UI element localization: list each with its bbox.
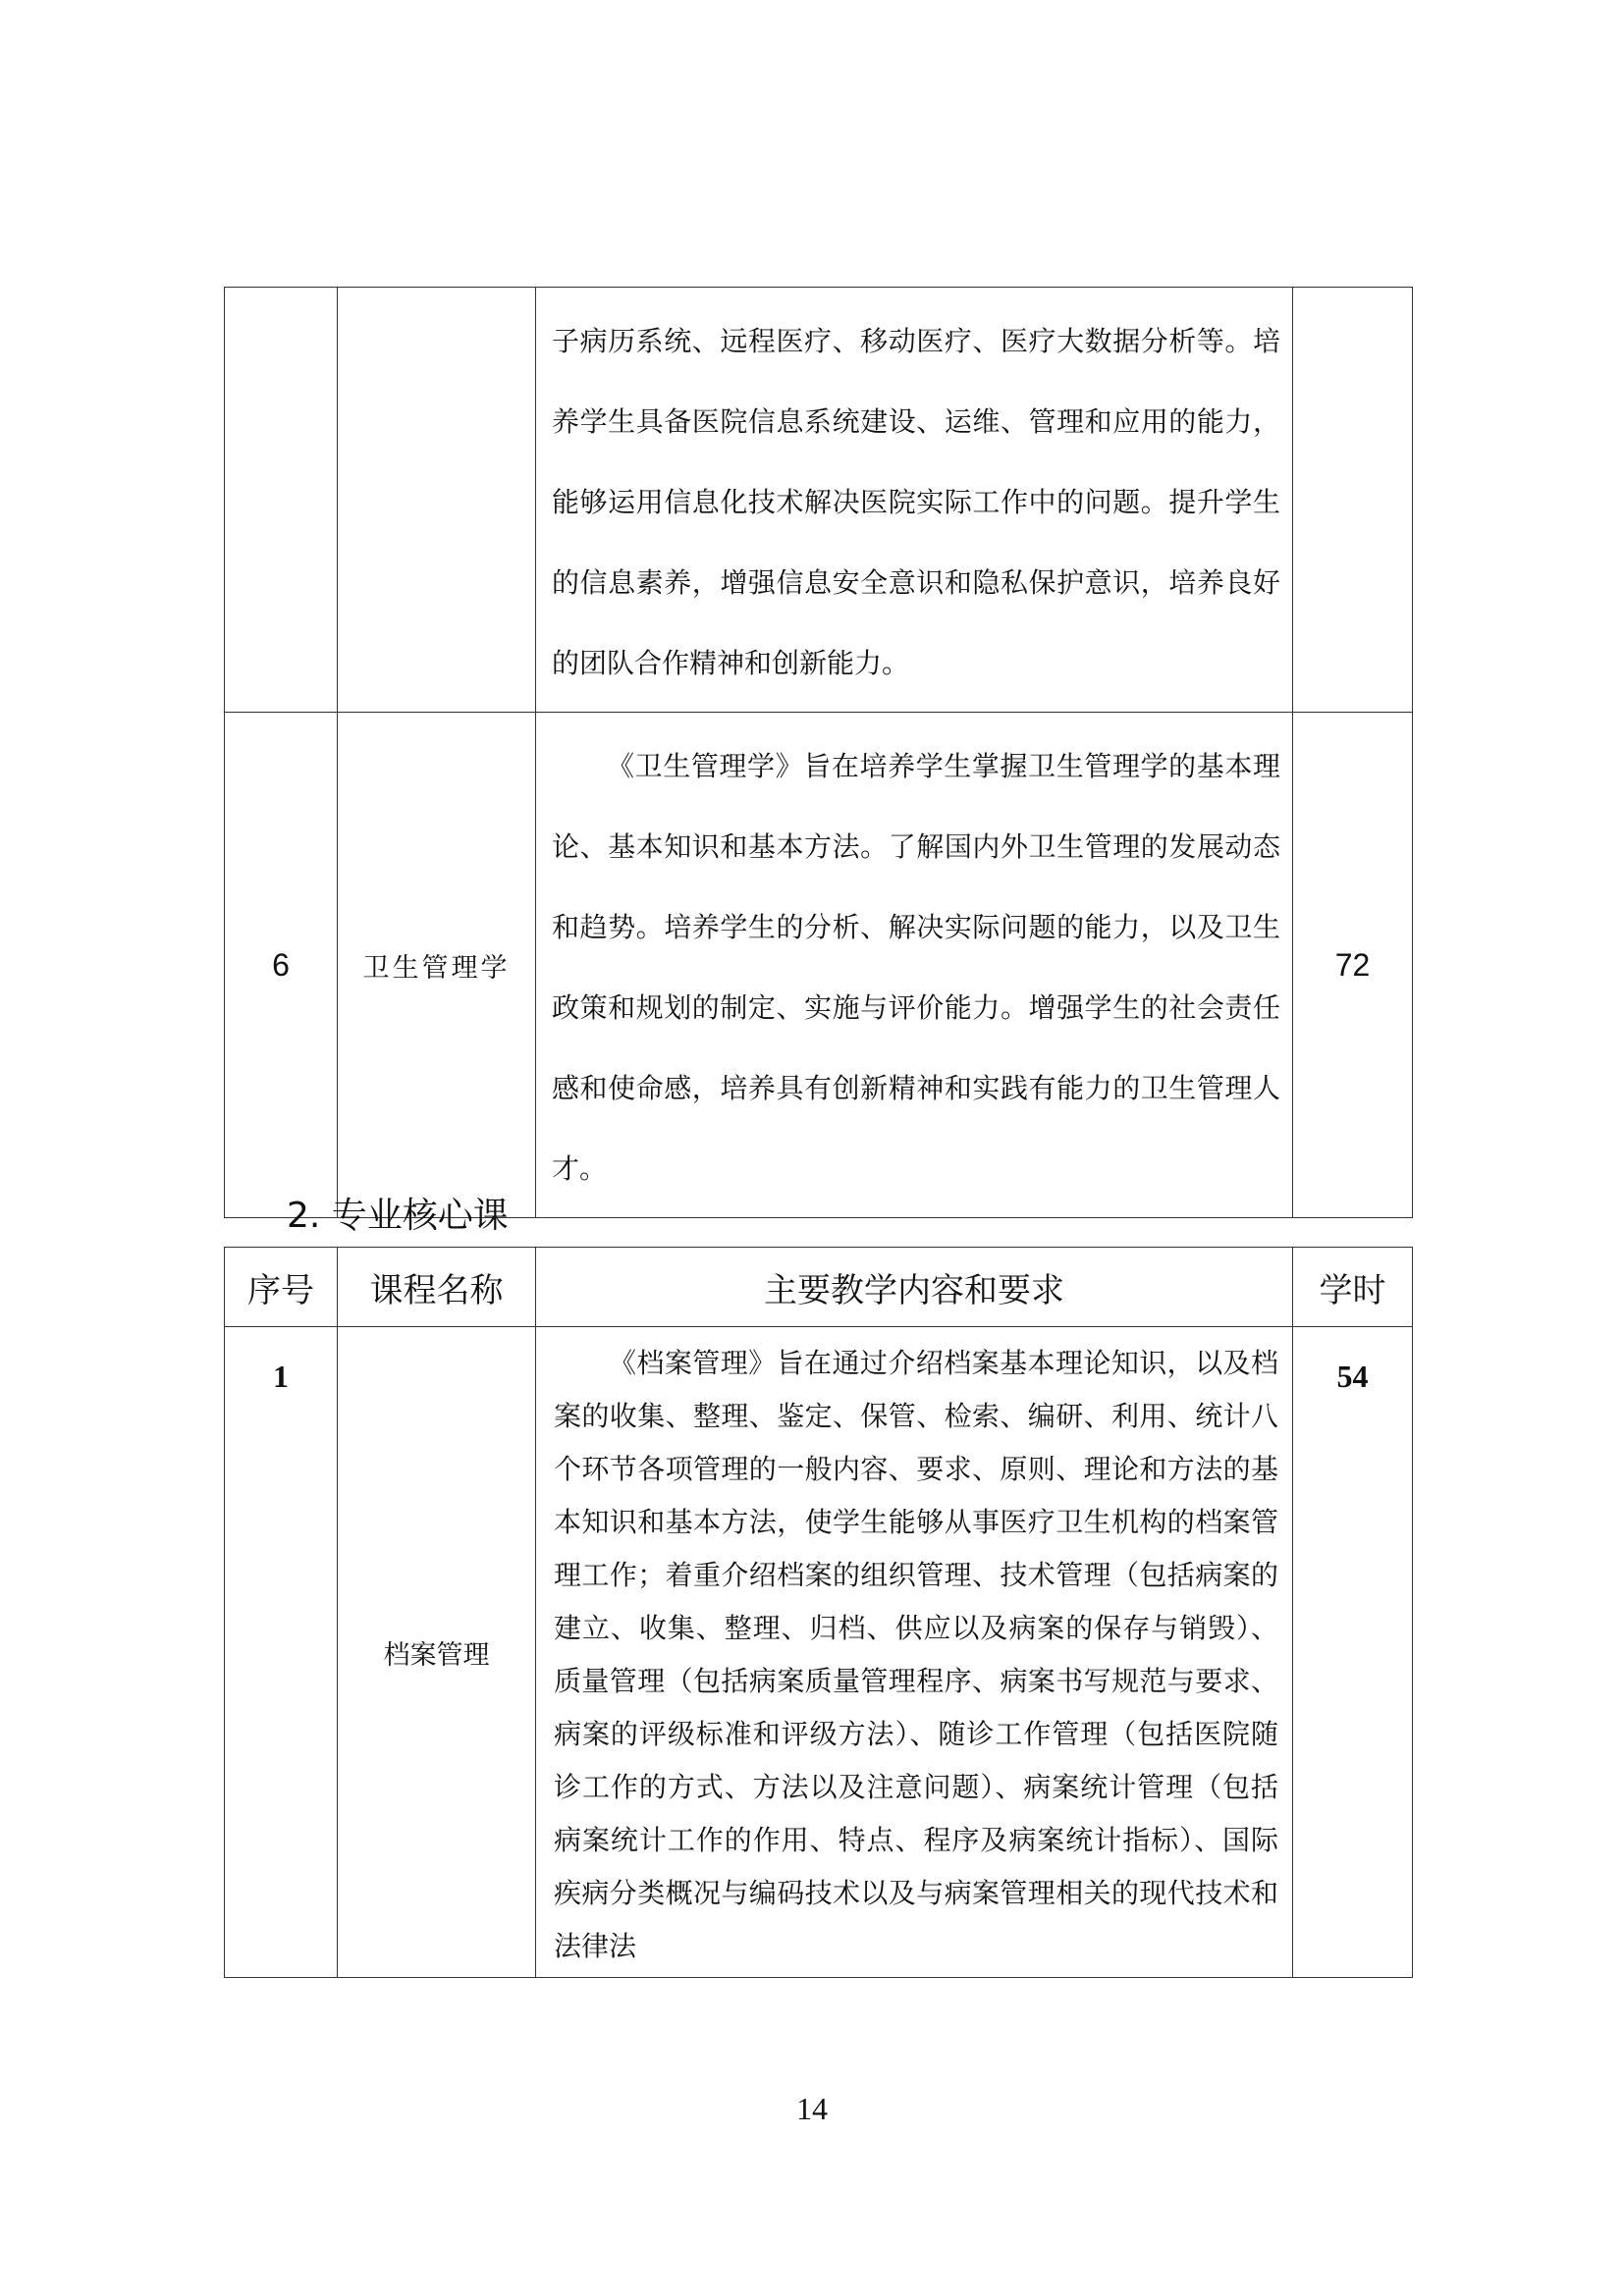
course-table-continued [224, 287, 1413, 1218]
course-number-cell: 1 [225, 1327, 338, 1978]
column-header-hours: 学时 [1293, 1248, 1413, 1327]
course-content-cell: 子病历系统、远程医疗、移动医疗、医疗大数据分析等。培养学生具备医院信息系统建设、运维、管理和应用的能力，能够运用信息化技术解决医院实际工作中的问题。提升学生的信息素养，增强信息安全意识和隐私保护意识，培养良好的团队合作精神和创新能力。 [536, 288, 1293, 713]
course-hours-cell: 54 [1293, 1327, 1413, 1978]
core-course-table [224, 1247, 1413, 1978]
course-number-cell [225, 288, 338, 713]
column-header-name: 课程名称 [338, 1248, 536, 1327]
course-hours-cell: 72 [1293, 713, 1413, 1218]
course-name-cell [338, 288, 536, 713]
course-number-cell: 6 [225, 713, 338, 1218]
table-row [225, 1327, 1413, 1978]
table-row [225, 713, 1413, 1218]
course-hours-cell [1293, 288, 1413, 713]
column-header-content: 主要教学内容和要求 [536, 1248, 1293, 1327]
course-content-cell: 《卫生管理学》旨在培养学生掌握卫生管理学的基本理论、基本知识和基本方法。了解国内外卫生管理的发展动态和趋势。培养学生的分析、解决实际问题的能力，以及卫生政策和规划的制定、实施与评价能力。增强学生的社会责任感和使命感，培养具有创新精神和实践有能力的卫生管理人才。 [536, 713, 1293, 1218]
page-number: 14 [796, 2091, 828, 2126]
table-header-row [225, 1248, 1413, 1327]
course-name-cell: 卫生管理学 [338, 713, 536, 1218]
table-row [225, 288, 1413, 713]
course-name-cell: 档案管理 [338, 1327, 536, 1978]
section-heading: 2. 专业核心课 [287, 1196, 509, 1236]
course-content-cell: 《档案管理》旨在通过介绍档案基本理论知识，以及档案的收集、整理、鉴定、保管、检索、编研、利用、统计八个环节各项管理的一般内容、要求、原则、理论和方法的基本知识和基本方法，使学生能够从事医疗卫生机构的档案管理工作；着重介绍档案的组织管理、技术管理（包括病案的建立、收集、整理、归档、供应以及病案的保存与销毁）、质量管理（包括病案质量管理程序、病案书写规范与要求、病案的评级标准和评级方法）、随诊工作管理（包括医院随诊工作的方式、方法以及注意问题）、病案统计管理（包括病案统计工作的作用、特点、程序及病案统计指标）、国际疾病分类概况与编码技术以及与病案管理相关的现代技术和法律法 [536, 1327, 1293, 1978]
column-header-number: 序号 [225, 1248, 338, 1327]
